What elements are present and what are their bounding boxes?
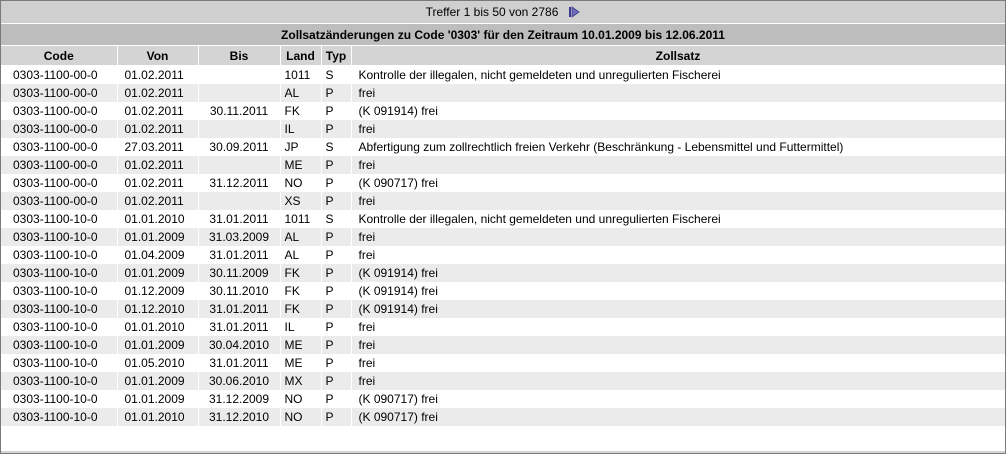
cell-bis [198,84,280,102]
cell-code: 0303-1100-10-0 [1,228,117,246]
cell-zollsatz: frei [351,246,1005,264]
cell-von: 01.02.2011 [117,84,198,102]
cell-land: NO [280,390,321,408]
table-row[interactable] [1,174,1005,192]
table-row[interactable] [1,84,1005,102]
cell-typ: P [321,408,351,426]
cell-code: 0303-1100-00-0 [1,120,117,138]
cell-von: 01.01.2009 [117,336,198,354]
cell-bis: 31.01.2011 [198,318,280,336]
table-row[interactable] [1,102,1005,120]
cell-von: 01.01.2010 [117,408,198,426]
cell-von: 01.05.2010 [117,354,198,372]
table-row[interactable] [1,66,1005,85]
cell-von: 01.01.2009 [117,372,198,390]
cell-bis [198,120,280,138]
table-row[interactable] [1,390,1005,408]
cell-zollsatz: (K 090717) frei [351,408,1005,426]
cell-typ: P [321,102,351,120]
cell-bis: 30.04.2010 [198,336,280,354]
cell-typ: P [321,336,351,354]
cell-von: 01.02.2011 [117,174,198,192]
cell-typ: S [321,210,351,228]
cell-land: FK [280,264,321,282]
table-row[interactable] [1,156,1005,174]
table-row[interactable] [1,138,1005,156]
table-row[interactable] [1,354,1005,372]
cell-zollsatz: Kontrolle der illegalen, nicht gemeldeten und unregulierten Fischerei [351,66,1005,85]
cell-bis: 31.12.2010 [198,408,280,426]
cell-bis: 31.01.2011 [198,210,280,228]
cell-bis: 30.09.2011 [198,138,280,156]
cell-typ: S [321,66,351,85]
table-row[interactable] [1,228,1005,246]
cell-zollsatz: frei [351,336,1005,354]
cell-typ: P [321,372,351,390]
cell-code: 0303-1100-10-0 [1,210,117,228]
cell-bis: 31.03.2009 [198,228,280,246]
next-page-icon[interactable] [568,6,580,18]
cell-code: 0303-1100-00-0 [1,192,117,210]
cell-von: 01.01.2009 [117,390,198,408]
cell-zollsatz: frei [351,84,1005,102]
cell-zollsatz: frei [351,372,1005,390]
cell-land: IL [280,318,321,336]
cell-von: 01.02.2011 [117,66,198,85]
cell-bis: 30.11.2010 [198,282,280,300]
pager-text: Treffer 1 bis 50 von 2786 [425,5,559,19]
cell-code: 0303-1100-10-0 [1,246,117,264]
cell-von: 01.02.2011 [117,156,198,174]
cell-typ: P [321,354,351,372]
cell-land: 1011 [280,66,321,85]
cell-code: 0303-1100-00-0 [1,156,117,174]
cell-zollsatz: Abfertigung zum zollrechtlich freien Verkehr (Beschränkung - Lebensmittel und Futtermittel) [351,138,1005,156]
cell-von: 01.02.2011 [117,102,198,120]
cell-land: NO [280,174,321,192]
table-row[interactable] [1,210,1005,228]
cell-code: 0303-1100-10-0 [1,390,117,408]
cell-typ: P [321,228,351,246]
cell-land: AL [280,228,321,246]
table-row[interactable] [1,246,1005,264]
cell-code: 0303-1100-00-0 [1,66,117,85]
cell-bis: 31.01.2011 [198,354,280,372]
cell-code: 0303-1100-10-0 [1,354,117,372]
table-row[interactable] [1,318,1005,336]
cell-bis: 31.01.2011 [198,300,280,318]
table-row[interactable] [1,300,1005,318]
cell-zollsatz: (K 091914) frei [351,264,1005,282]
column-header-typ[interactable]: Typ [321,46,351,66]
pager [1,1,1005,24]
cell-typ: P [321,246,351,264]
cell-bis: 30.11.2009 [198,264,280,282]
cell-von: 01.04.2009 [117,246,198,264]
cell-bis: 31.12.2011 [198,174,280,192]
cell-code: 0303-1100-00-0 [1,138,117,156]
cell-typ: P [321,156,351,174]
cell-von: 01.02.2011 [117,120,198,138]
cell-zollsatz: frei [351,318,1005,336]
cell-code: 0303-1100-10-0 [1,336,117,354]
cell-typ: P [321,390,351,408]
cell-zollsatz: (K 090717) frei [351,390,1005,408]
table-row[interactable] [1,336,1005,354]
cell-typ: P [321,318,351,336]
table-title: Zollsatzänderungen zu Code '0303' für den Zeitraum 10.01.2009 bis 12.06.2011 [1,24,1005,46]
table-row[interactable] [1,120,1005,138]
cell-land: ME [280,354,321,372]
cell-land: FK [280,282,321,300]
table-row[interactable] [1,372,1005,390]
cell-code: 0303-1100-00-0 [1,84,117,102]
cell-typ: P [321,264,351,282]
cell-zollsatz: frei [351,156,1005,174]
cell-von: 01.01.2010 [117,318,198,336]
cell-typ: P [321,174,351,192]
cell-code: 0303-1100-00-0 [1,102,117,120]
cell-land: AL [280,84,321,102]
cell-bis: 30.06.2010 [198,372,280,390]
cell-typ: P [321,192,351,210]
cell-typ: P [321,120,351,138]
cell-land: MX [280,372,321,390]
results-table [1,46,1006,426]
cell-zollsatz: (K 091914) frei [351,102,1005,120]
cell-typ: S [321,138,351,156]
cell-bis [198,66,280,85]
cell-code: 0303-1100-10-0 [1,318,117,336]
cell-bis: 30.11.2011 [198,102,280,120]
cell-bis: 31.12.2009 [198,390,280,408]
column-header-von[interactable]: Von [117,46,198,66]
column-header-land[interactable]: Land [280,46,321,66]
cell-code: 0303-1100-10-0 [1,300,117,318]
cell-von: 01.01.2009 [117,228,198,246]
cell-zollsatz: frei [351,354,1005,372]
cell-code: 0303-1100-10-0 [1,282,117,300]
table-row[interactable] [1,264,1005,282]
cell-land: 1011 [280,210,321,228]
cell-zollsatz: (K 091914) frei [351,282,1005,300]
cell-bis [198,192,280,210]
cell-typ: P [321,300,351,318]
cell-code: 0303-1100-10-0 [1,264,117,282]
cell-land: NO [280,408,321,426]
cell-land: FK [280,300,321,318]
cell-bis: 31.01.2011 [198,246,280,264]
cell-code: 0303-1100-10-0 [1,408,117,426]
cell-land: XS [280,192,321,210]
cell-land: ME [280,156,321,174]
cell-typ: P [321,84,351,102]
cell-zollsatz: (K 091914) frei [351,300,1005,318]
cell-land: FK [280,102,321,120]
table-row[interactable] [1,192,1005,210]
column-header-zollsatz[interactable]: Zollsatz [351,46,1005,66]
cell-von: 01.02.2011 [117,192,198,210]
column-header-code[interactable]: Code [1,46,117,66]
cell-von: 01.01.2009 [117,264,198,282]
cell-zollsatz: frei [351,228,1005,246]
cell-land: IL [280,120,321,138]
cell-bis [198,156,280,174]
table-header-row [1,46,1005,66]
cell-von: 01.12.2010 [117,300,198,318]
cell-code: 0303-1100-00-0 [1,174,117,192]
cell-land: AL [280,246,321,264]
cell-code: 0303-1100-10-0 [1,372,117,390]
cell-von: 01.01.2010 [117,210,198,228]
cell-von: 01.12.2009 [117,282,198,300]
cell-zollsatz: frei [351,192,1005,210]
cell-zollsatz: frei [351,120,1005,138]
cell-land: JP [280,138,321,156]
cell-typ: P [321,282,351,300]
cell-zollsatz: (K 090717) frei [351,174,1005,192]
table-row[interactable] [1,282,1005,300]
column-header-bis[interactable]: Bis [198,46,280,66]
cell-zollsatz: Kontrolle der illegalen, nicht gemeldeten und unregulierten Fischerei [351,210,1005,228]
cell-von: 27.03.2011 [117,138,198,156]
table-row[interactable] [1,408,1005,426]
bottom-edge [1,451,1005,453]
cell-land: ME [280,336,321,354]
